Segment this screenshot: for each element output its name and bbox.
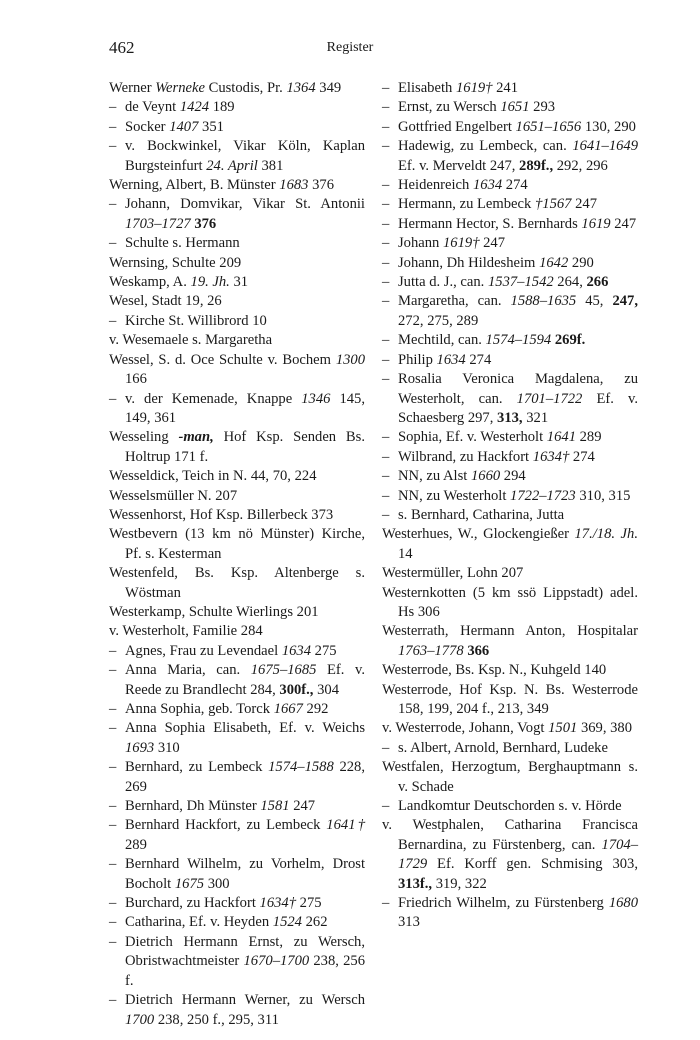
index-subentry xyxy=(109,797,365,816)
index-subentry xyxy=(382,370,638,428)
subentry-dash: – xyxy=(382,177,390,194)
entry-text: Landkomtur Deutschorden s. v. Hörde xyxy=(398,798,622,815)
subentry-dash: – xyxy=(382,118,390,135)
index-subentry xyxy=(382,98,638,117)
index-subentry xyxy=(109,933,365,991)
entry-text: 247 xyxy=(479,235,506,252)
entry-text: 275 xyxy=(311,642,337,659)
subentry-dash: – xyxy=(109,701,117,717)
entry-text: Westerrode, Hof Ksp. N. Bs. Westerrode 158, 199, 204 f., 213, 349 xyxy=(382,681,638,717)
entry-text: NN, zu Westerholt xyxy=(398,487,511,504)
subentry-dash: – xyxy=(382,506,390,523)
entry-text: s. Bernhard, Catharina, Jutta xyxy=(398,506,565,523)
subentry-dash: – xyxy=(109,914,117,931)
entry-text: 293 xyxy=(529,99,556,116)
index-entry xyxy=(109,273,365,292)
running-head: Register xyxy=(326,40,374,55)
entry-text: Philip xyxy=(398,351,437,368)
index-entry xyxy=(109,564,365,603)
index-subentry xyxy=(109,661,365,700)
subentry-dash: – xyxy=(109,856,117,873)
subentry-dash: – xyxy=(109,138,117,155)
entry-text: 1675 xyxy=(174,875,205,892)
entry-text: 376 xyxy=(308,177,335,194)
entry-text: Hermann Hector, S. Bernhards xyxy=(398,215,582,232)
entry-text: Jutta d. J., can. xyxy=(398,274,488,291)
index-subentry xyxy=(382,467,638,486)
index-subentry xyxy=(109,642,365,661)
entry-text: 1667 xyxy=(273,701,303,717)
entry-text: v. Westerrode, Johann, Vogt xyxy=(382,720,549,737)
entry-text: Custodis, Pr. xyxy=(204,80,287,96)
entry-text: Westerhues, W., Glockengießer xyxy=(382,526,575,543)
entry-text: Werning, Albert, B. Münster xyxy=(109,177,280,194)
entry-text: Wesseldick, Teich in N. 44, 70, 224 xyxy=(109,468,317,485)
entry-text: v. Bockwinkel, Vikar Köln, Kaplan Burgsteinfurt xyxy=(125,138,365,174)
index-subentry xyxy=(109,312,365,331)
subentry-dash: – xyxy=(109,662,117,679)
entry-text: 1701–1722 xyxy=(516,390,583,407)
entry-text: de Veynt xyxy=(125,99,180,116)
subentry-dash: – xyxy=(109,817,117,834)
index-subentry xyxy=(382,215,638,234)
entry-text: Wernsing, Schulte 209 xyxy=(109,254,242,271)
entry-text: Elisabeth xyxy=(398,80,456,96)
entry-text: Hermann, zu Lembeck xyxy=(398,196,535,213)
subentry-dash: – xyxy=(382,138,390,155)
subentry-dash: – xyxy=(109,992,117,1009)
entry-text: 381 xyxy=(257,157,284,174)
index-subentry xyxy=(382,195,638,214)
entry-text: 300 xyxy=(204,875,230,892)
entry-text: Ef. v. Schaesberg 297, xyxy=(398,390,638,426)
subentry-dash: – xyxy=(382,215,390,232)
subentry-dash: – xyxy=(109,759,117,776)
subentry-dash: – xyxy=(382,351,390,368)
entry-text: Werner xyxy=(109,80,156,96)
subentry-dash: – xyxy=(382,798,390,815)
entry-text: 1619† xyxy=(455,80,493,96)
entry-text: 241 xyxy=(492,80,518,96)
index-entry xyxy=(109,506,365,525)
entry-text: †1567 xyxy=(534,196,572,213)
index-entry xyxy=(109,292,365,311)
subentry-dash: – xyxy=(109,895,117,912)
entry-text: 269f. xyxy=(554,332,586,349)
entry-text: 1619 xyxy=(581,215,611,232)
entry-text: 17./18. Jh. xyxy=(574,526,638,543)
index-entry xyxy=(382,564,638,583)
entry-text: 376 xyxy=(194,215,217,232)
index-entry xyxy=(382,525,638,564)
index-subentry xyxy=(109,816,365,855)
entry-text: 313f., xyxy=(398,875,433,892)
entry-text: 1501 xyxy=(548,720,578,737)
entry-text: 351 xyxy=(198,118,224,135)
entry-text: Sophia, Ef. v. Westerholt xyxy=(398,429,547,446)
entry-text: Dietrich Hermann Ernst, zu Wersch, Obristwachtmeister xyxy=(125,933,365,970)
index-entry xyxy=(109,622,365,641)
entry-text: 228, 269 xyxy=(125,759,365,795)
entry-text: v. Wesemaele s. Margaretha xyxy=(109,332,273,349)
index-subentry xyxy=(109,390,365,429)
entry-text: 290 xyxy=(568,254,594,271)
entry-text: 189 xyxy=(209,99,235,116)
entry-text: 247 xyxy=(610,215,637,232)
index-subentry xyxy=(109,758,365,797)
index-entry xyxy=(382,584,638,623)
subentry-dash: – xyxy=(382,487,390,504)
entry-text: 1300 xyxy=(335,351,365,368)
index-entry xyxy=(109,525,365,564)
index-entry xyxy=(109,331,365,350)
entry-text: 1660 xyxy=(470,468,501,485)
entry-text: 1763–1778 xyxy=(398,642,464,659)
entry-text: 1524 xyxy=(272,914,302,931)
index-entry xyxy=(109,176,365,195)
index-entry xyxy=(109,467,365,486)
entry-text: Burchard, zu Hackfort xyxy=(125,895,260,912)
index-subentry xyxy=(109,719,365,758)
entry-text: Hof Ksp. Senden Bs. Holtrup 171 f. xyxy=(125,429,365,465)
entry-text: Westbevern (13 km nö Münster) Kirche, Pf. s. Kesterman xyxy=(109,526,365,562)
index-entry xyxy=(382,681,638,720)
entry-text: 310, 315 xyxy=(575,487,631,504)
entry-text: Rosalia Veronica Magdalena, zu Westerholt, can. xyxy=(398,371,638,407)
entry-text: v. der Kemenade, Knappe xyxy=(125,390,302,407)
index-subentry xyxy=(382,894,638,933)
subentry-dash: – xyxy=(382,448,390,465)
entry-text: 275 xyxy=(296,895,322,912)
entry-text: s. Albert, Arnold, Bernhard, Ludeke xyxy=(398,739,608,756)
entry-text: 264, xyxy=(553,274,587,291)
index-entry xyxy=(109,603,365,622)
subentry-dash: – xyxy=(382,739,390,756)
entry-text: Bernhard Wilhelm, zu Vorhelm, Drost Bocholt xyxy=(125,856,365,892)
entry-text: NN, zu Alst xyxy=(398,468,471,485)
entry-text: Hadewig, zu Lembeck, can. xyxy=(398,138,573,155)
entry-text: 274 xyxy=(502,177,528,194)
subentry-dash: – xyxy=(382,99,390,116)
entry-text: 45, xyxy=(576,293,613,310)
index-subentry xyxy=(382,176,638,195)
entry-text: 274 xyxy=(465,351,492,368)
entry-text: Wesel, Stadt 19, 26 xyxy=(109,293,222,310)
entry-text: 1675–1685 xyxy=(250,662,317,679)
entry-text: 145, 149, 361 xyxy=(125,390,366,426)
entry-text: 272, 275, 289 xyxy=(398,312,479,329)
entry-text: 1574–1594 xyxy=(485,332,552,349)
entry-text: 366 xyxy=(467,642,490,659)
entry-text: 1670–1700 xyxy=(243,953,310,970)
index-subentry xyxy=(109,855,365,894)
subentry-dash: – xyxy=(109,642,117,659)
entry-text: Dietrich Hermann Werner, zu Wersch xyxy=(125,992,365,1009)
entry-text: 130, 290 xyxy=(581,118,636,135)
entry-text: v. Westphalen, Catharina Francisca Bernardina, zu Fürstenberg, can. xyxy=(382,817,638,853)
index-subentry xyxy=(382,739,638,758)
index-subentry xyxy=(382,79,638,98)
subentry-dash: – xyxy=(382,80,390,96)
entry-text: 1634 xyxy=(281,642,312,659)
entry-text: 1704–1729 xyxy=(398,836,638,873)
entry-text: 1619† xyxy=(443,235,480,252)
entry-text: 313, xyxy=(497,409,523,426)
entry-text: 247 xyxy=(289,798,316,815)
entry-text: Mechtild, can. xyxy=(398,332,486,349)
entry-text: -man, xyxy=(178,429,214,446)
entry-text: 1641† xyxy=(326,817,365,834)
entry-text: Wilbrand, zu Hackfort xyxy=(398,448,533,465)
entry-text: Westerkamp, Schulte Wierlings 201 xyxy=(109,603,319,620)
entry-text: 1634 xyxy=(472,177,503,194)
entry-text: 1588–1635 xyxy=(510,293,577,310)
subentry-dash: – xyxy=(382,196,390,213)
index-subentry xyxy=(109,118,365,137)
index-entry xyxy=(382,758,638,797)
entry-text: 300f., xyxy=(279,681,314,698)
entry-text: Heidenreich xyxy=(398,177,473,194)
index-subentry xyxy=(382,487,638,506)
entry-text: 321 xyxy=(522,409,549,426)
index-subentry xyxy=(382,797,638,816)
entry-text: Wessenhorst, Hof Ksp. Billerbeck 373 xyxy=(109,506,334,523)
subentry-dash: – xyxy=(382,468,390,485)
entry-text: 294 xyxy=(500,468,526,485)
entry-text: Westernkotten (5 km ssö Lippstadt) adel. Hs 306 xyxy=(382,584,638,620)
entry-text: 1641 xyxy=(546,429,576,446)
entry-text: Agnes, Frau zu Levendael xyxy=(125,642,282,659)
entry-text: Westerrath, Hermann Anton, Hospitalar xyxy=(382,623,638,640)
index-entry xyxy=(382,816,638,894)
entry-text: Bernhard, zu Lembeck xyxy=(125,759,269,776)
entry-text: 1364 xyxy=(286,80,316,96)
index-column-right xyxy=(382,79,638,933)
index-subentry xyxy=(382,428,638,447)
index-subentry xyxy=(382,254,638,273)
entry-text: 1680 xyxy=(608,895,638,912)
subentry-dash: – xyxy=(382,332,390,349)
entry-text: Anna Maria, can. xyxy=(125,662,251,679)
entry-text: 289 xyxy=(125,836,147,853)
entry-text: 1581 xyxy=(260,798,290,815)
entry-text: Socker xyxy=(125,118,170,135)
subentry-dash: – xyxy=(109,720,117,737)
entry-text: 1407 xyxy=(169,118,199,135)
index-subentry xyxy=(382,273,638,292)
subentry-dash: – xyxy=(109,118,117,135)
index-column-left xyxy=(109,79,365,1030)
entry-text: 289f., xyxy=(519,157,554,174)
index-subentry xyxy=(382,331,638,350)
entry-text: 1722–1723 xyxy=(510,487,576,504)
entry-text: Friedrich Wilhelm, zu Fürstenberg xyxy=(398,895,609,912)
entry-text: v. Westerholt, Familie 284 xyxy=(109,623,263,640)
index-subentry xyxy=(109,894,365,913)
subentry-dash: – xyxy=(109,235,117,252)
index-entry xyxy=(382,661,638,680)
index-subentry xyxy=(109,98,365,117)
index-subentry xyxy=(109,137,365,176)
entry-text: Wesseling xyxy=(109,429,179,446)
index-subentry xyxy=(382,351,638,370)
entry-text: 1574–1588 xyxy=(268,759,334,776)
entry-text: 238, 256 f. xyxy=(125,953,366,989)
index-subentry xyxy=(382,118,638,137)
index-subentry xyxy=(109,700,365,719)
entry-text: 274 xyxy=(569,448,595,465)
index-subentry xyxy=(109,195,365,234)
entry-text: Kirche St. Willibrord 10 xyxy=(125,312,267,329)
subentry-dash: – xyxy=(382,895,390,912)
entry-text: 1634† xyxy=(532,448,570,465)
entry-text: Margaretha, can. xyxy=(398,293,511,310)
entry-text: Schulte s. Hermann xyxy=(125,235,240,252)
subentry-dash: – xyxy=(382,274,390,291)
entry-text: Johann, Dh Hildesheim xyxy=(398,254,540,271)
entry-text: Ef. Korff gen. Schmising 303, xyxy=(427,856,638,873)
index-subentry xyxy=(109,234,365,253)
entry-text: Catharina, Ef. v. Heyden xyxy=(125,914,273,931)
index-entry xyxy=(109,428,365,467)
entry-text: 1537–1542 xyxy=(487,274,554,291)
subentry-dash: – xyxy=(382,235,390,252)
entry-text: Anna Sophia, geb. Torck xyxy=(125,701,274,717)
index-entry xyxy=(109,351,365,390)
entry-text: 1641–1649 xyxy=(572,138,638,155)
entry-text: 1703–1727 xyxy=(125,215,191,232)
entry-text: Bernhard Hackfort, zu Lembeck xyxy=(125,817,327,834)
entry-text: Johann, Domvikar, Vikar St. Antonii xyxy=(125,196,365,213)
entry-text: Westenfeld, Bs. Ksp. Altenberge s. Wöstman xyxy=(109,565,365,601)
entry-text: Werneke xyxy=(155,80,205,96)
entry-text: 1693 xyxy=(125,739,155,756)
entry-text: Bernhard, Dh Münster xyxy=(125,798,261,815)
entry-text: 1634† xyxy=(259,895,297,912)
index-subentry xyxy=(109,991,365,1030)
index-entry xyxy=(109,487,365,506)
entry-text: 313 xyxy=(398,914,420,931)
index-subentry xyxy=(382,137,638,176)
entry-text: 369, 380 xyxy=(577,720,633,737)
subentry-dash: – xyxy=(109,390,117,407)
entry-text: 1642 xyxy=(539,254,569,271)
entry-text: 247 xyxy=(571,196,597,213)
index-entry xyxy=(109,79,365,98)
entry-text: Westermüller, Lohn 207 xyxy=(382,565,524,582)
entry-text: 1651 xyxy=(500,99,530,116)
subentry-dash: – xyxy=(382,371,390,388)
entry-text: Gottfried Engelbert xyxy=(398,118,516,135)
subentry-dash: – xyxy=(109,99,117,116)
entry-text: 1700 xyxy=(125,1011,155,1028)
subentry-dash: – xyxy=(109,933,117,950)
entry-text: 1346 xyxy=(301,390,331,407)
index-subentry xyxy=(382,506,638,525)
entry-text: 292, 296 xyxy=(553,157,608,174)
entry-text: Ernst, zu Wersch xyxy=(398,99,501,116)
index-entry xyxy=(382,622,638,661)
index-entry xyxy=(109,254,365,273)
entry-text: Westerrode, Bs. Ksp. N., Kuhgeld 140 xyxy=(382,662,607,679)
entry-text: 31 xyxy=(229,274,249,291)
entry-text: 349 xyxy=(315,80,342,96)
index-entry xyxy=(382,719,638,738)
entry-text: 238, 250 f., 295, 311 xyxy=(154,1011,279,1028)
index-subentry xyxy=(109,913,365,932)
subentry-dash: – xyxy=(109,798,117,815)
entry-text: 166 xyxy=(125,371,147,388)
subentry-dash: – xyxy=(382,429,390,446)
subentry-dash: – xyxy=(382,254,390,271)
page-number: 462 xyxy=(109,38,135,57)
entry-text: Wessel, S. d. Oce Schulte v. Bochem xyxy=(109,351,336,368)
entry-text: 1651–1656 xyxy=(515,118,582,135)
subentry-dash: – xyxy=(382,293,390,310)
entry-text: 1634 xyxy=(436,351,466,368)
index-subentry xyxy=(382,448,638,467)
entry-text: Weskamp, A. xyxy=(109,274,191,291)
entry-text: Anna Sophia Elisabeth, Ef. v. Weichs xyxy=(125,720,365,737)
entry-text: 266 xyxy=(586,274,609,291)
entry-text: 289 xyxy=(575,429,602,446)
entry-text: 19. Jh. xyxy=(190,274,230,291)
entry-text: 262 xyxy=(301,914,328,931)
entry-text: Ef. v. Merveldt 247, xyxy=(398,157,520,174)
subentry-dash: – xyxy=(109,312,117,329)
entry-text: 24. April xyxy=(206,157,258,174)
entry-text: 14 xyxy=(398,545,413,562)
entry-text: 1683 xyxy=(279,177,309,194)
entry-text: Ef. v. Reede zu Brandlecht 284, xyxy=(125,662,366,698)
entry-text: 292 xyxy=(302,701,329,717)
entry-text: 247, xyxy=(612,293,638,310)
index-subentry xyxy=(382,234,638,253)
entry-text: Wesselsmüller N. 207 xyxy=(109,487,238,504)
entry-text: Westfalen, Herzogtum, Berghauptmann s. v. Schade xyxy=(382,759,638,795)
index-subentry xyxy=(382,292,638,331)
entry-text: 1424 xyxy=(179,99,210,116)
subentry-dash: – xyxy=(109,196,117,213)
entry-text: Johann xyxy=(398,235,443,252)
entry-text: 304 xyxy=(313,681,340,698)
entry-text: 310 xyxy=(154,739,180,756)
entry-text: 319, 322 xyxy=(432,875,487,892)
